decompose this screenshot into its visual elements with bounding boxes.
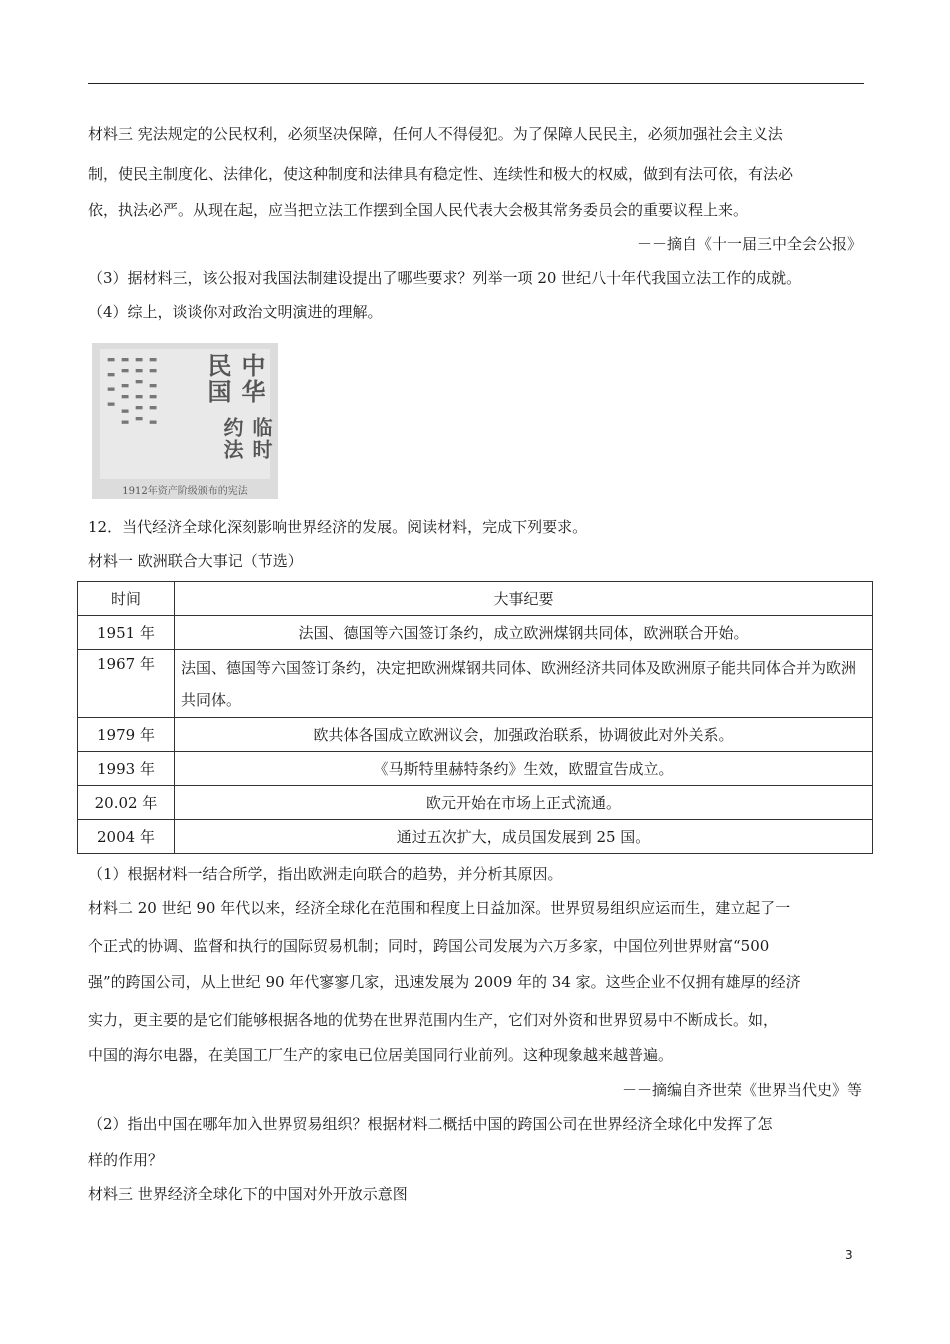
- question-2-line-1: （2）指出中国在哪年加入世界贸易组织？根据材料二概括中国的跨国公司在世界经济全球化中发挥了怎: [88, 1115, 773, 1133]
- constitution-photo: ▬ ▬ ▬ ▬ ▬▬ ▬▬ ▬▬ ▬▬▬ ▬▬▬ ▬▬ ▬▬▬ ▬ 民国 中华 临时约法 1912年资产阶级颁布的宪法: [92, 343, 278, 499]
- row-year: 1951 年: [78, 616, 175, 650]
- row-event: 法国、德国等六国签订条约，决定把欧洲煤钢共同体、欧洲经济共同体及欧洲原子能共同体合并为欧洲共同体。: [175, 650, 873, 718]
- row-year: 1993 年: [78, 752, 175, 786]
- question-4: （4）综上，谈谈你对政治文明演进的理解。: [88, 303, 383, 321]
- row-event: 通过五次扩大，成员国发展到 25 国。: [175, 820, 873, 854]
- table-row: [78, 786, 873, 820]
- material2-line-2: 个正式的协调、监督和执行的国际贸易机制；同时，跨国公司发展为六万多家，中国位列世界财富“500: [88, 937, 770, 955]
- material2-source: －－摘编自齐世荣《世界当代史》等: [621, 1081, 862, 1099]
- material2-line-1: 材料二 20 世纪 90 年代以来，经济全球化在范围和程度上日益加深。世界贸易组织应运而生，建立起了一: [88, 899, 791, 917]
- row-year: 1967 年: [78, 650, 175, 718]
- row-event: 欧共体各国成立欧洲议会，加强政治联系，协调彼此对外关系。: [175, 718, 873, 752]
- question-2-line-2: 样的作用？: [88, 1151, 164, 1169]
- question-12-intro: 12．当代经济全球化深刻影响世界经济的发展。阅读材料，完成下列要求。: [88, 518, 588, 536]
- header-rule: [88, 83, 864, 84]
- row-year: 1979 年: [78, 718, 175, 752]
- material3-source: －－摘自《十一届三中全会公报》: [636, 235, 862, 253]
- material3-line-3: 依，执法必严。从现在起，应当把立法工作摆到全国人民代表大会极其常务委员会的重要议程上来。: [88, 201, 749, 219]
- material1-title: 材料一 欧洲联合大事记（节选）: [88, 552, 303, 570]
- question-1: （1）根据材料一结合所学，指出欧洲走向联合的趋势，并分析其原因。: [88, 865, 563, 883]
- material2-line-4: 实力，更主要的是它们能够根据各地的优势在世界范围内生产，它们对外资和世界贸易中不断成长。如，: [88, 1011, 779, 1029]
- row-event: 法国、德国等六国签订条约，成立欧洲煤钢共同体，欧洲联合开始。: [175, 616, 873, 650]
- table-header-row: [78, 582, 873, 616]
- photo-caption: 1912年资产阶级颁布的宪法: [122, 486, 248, 497]
- material2-line-5: 中国的海尔电器，在美国工厂生产的家电已位居美国同行业前列。这种现象越来越普遍。: [88, 1046, 674, 1064]
- material3-line-2: 制，使民主制度化、法律化，使这种制度和法律具有稳定性、连续性和极大的权威，做到有法可依，有法必: [88, 165, 794, 183]
- eu-events-table: [77, 581, 873, 854]
- table-row: [78, 718, 873, 752]
- row-year: 2004 年: [78, 820, 175, 854]
- table-row: [78, 650, 873, 718]
- question-3: （3）据材料三，该公报对我国法制建设提出了哪些要求？列举一项 20 世纪八十年代我国立法工作的成就。: [88, 269, 802, 287]
- photo-title-right: 中华: [237, 353, 266, 405]
- material2-line-3: 强”的跨国公司，从上世纪 90 年代寥寥几家，迅速发展为 2009 年的 34 家。这些企业不仅拥有雄厚的经济: [88, 973, 801, 991]
- row-event: 《马斯特里赫特条约》生效，欧盟宣告成立。: [175, 752, 873, 786]
- header-time: 时间: [78, 582, 175, 616]
- table-row: [78, 820, 873, 854]
- row-event: 欧元开始在市场上正式流通。: [175, 786, 873, 820]
- row-year: 20.02 年: [78, 786, 175, 820]
- material3-line-1: 材料三 宪法规定的公民权利，必须坚决保障，任何人不得侵犯。为了保障人民民主，必须加强社会主义法: [88, 125, 783, 143]
- page-number: 3: [845, 1248, 853, 1262]
- table-row: [78, 752, 873, 786]
- photo-title-bottom: 临时约法: [220, 417, 273, 461]
- table-row: [78, 616, 873, 650]
- photo-title-left: 民国: [203, 353, 232, 405]
- material3b-title: 材料三 世界经济全球化下的中国对外开放示意图: [88, 1185, 408, 1203]
- header-event: 大事纪要: [175, 582, 873, 616]
